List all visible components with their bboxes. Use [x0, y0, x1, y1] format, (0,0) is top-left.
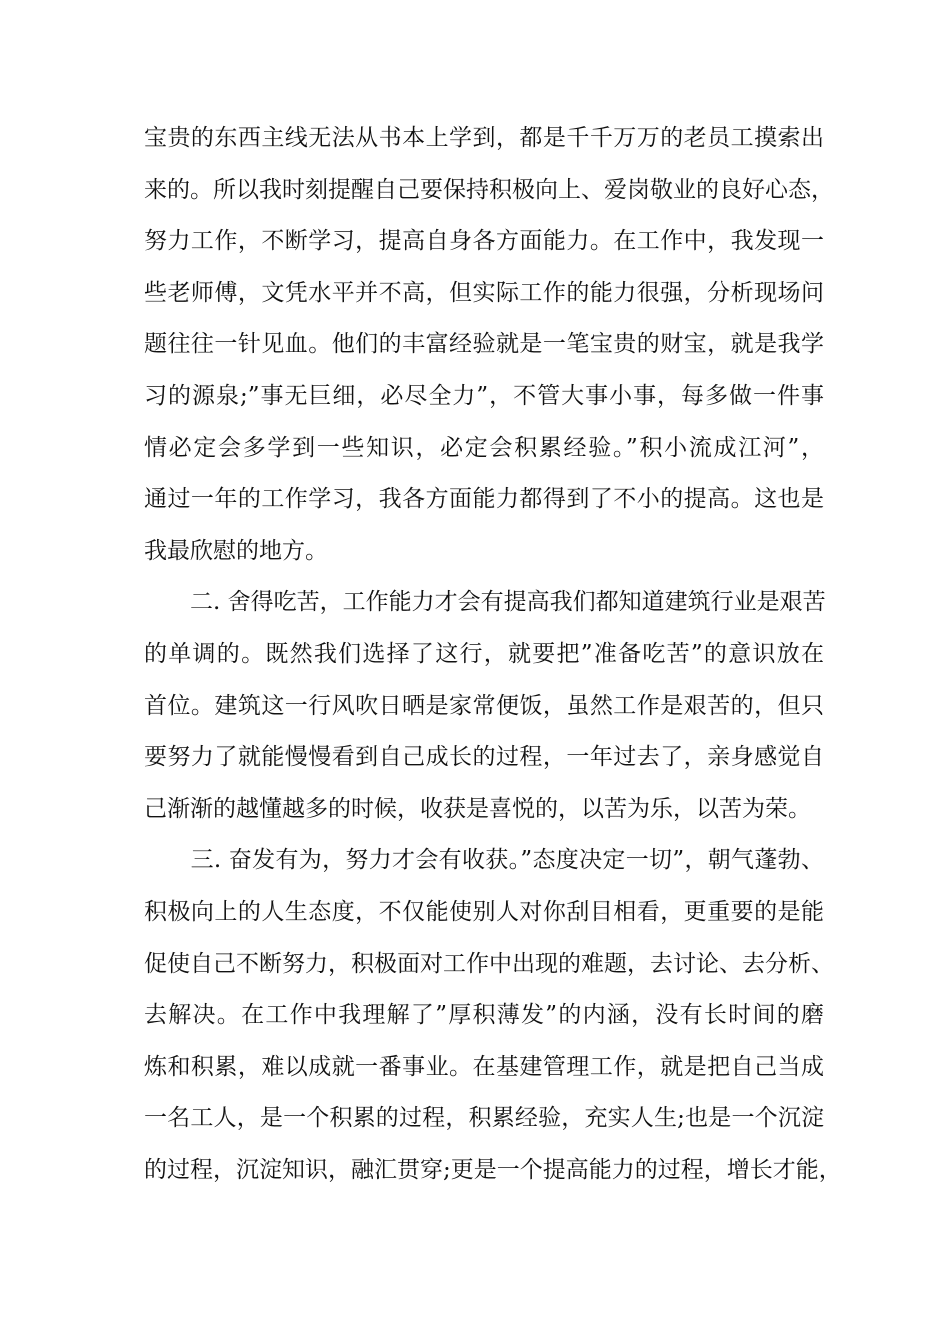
paragraph-heading-line: 二. 舍得吃苦，工作能力才会有提高我们都知道建筑行业是艰苦	[144, 589, 826, 616]
document-body	[144, 118, 842, 1201]
text-line: 习的源泉;”事无巨细，必尽全力”，不管大事小事，每多做一件事	[144, 382, 824, 409]
text-line: 积极向上的人生态度，不仅能使别人对你刮目相看，更重要的是能	[144, 898, 824, 925]
text-line: 的过程，沉淀知识，融汇贯穿;更是一个提高能力的过程，增长才能，	[144, 1156, 842, 1183]
text-line: 促使自己不断努力，积极面对工作中出现的难题，去讨论、去分析、	[144, 950, 834, 977]
text-line: 我最欣慰的地方。	[144, 537, 328, 564]
text-line: 来的。所以我时刻提醒自己要保持积极向上、爱岗敬业的良好心态，	[144, 176, 834, 203]
text-line: 通过一年的工作学习，我各方面能力都得到了不小的提高。这也是	[144, 486, 824, 513]
text-line: 要努力了就能慢慢看到自己成长的过程，一年过去了，亲身感觉自	[144, 744, 824, 771]
paragraph-heading-line: 三. 奋发有为，努力才会有收获。”态度决定一切”，朝气蓬勃、	[144, 847, 824, 874]
text-line: 情必定会多学到一些知识，必定会积累经验。”积小流成江河”，	[144, 434, 824, 461]
text-line: 首位。建筑这一行风吹日晒是家常便饭，虽然工作是艰苦的，但只	[144, 692, 824, 719]
text-line: 题往往一针见血。他们的丰富经验就是一笔宝贵的财宝，就是我学	[144, 331, 824, 358]
text-line: 炼和积累，难以成就一番事业。在基建管理工作，就是把自己当成	[144, 1053, 824, 1080]
text-line: 一名工人，是一个积累的过程，积累经验，充实人生;也是一个沉淀	[144, 1105, 824, 1132]
text-line: 努力工作，不断学习，提高自身各方面能力。在工作中，我发现一	[144, 228, 824, 255]
text-line: 去解决。在工作中我理解了”厚积薄发”的内涵，没有长时间的磨	[144, 1002, 824, 1029]
text-line: 的单调的。既然我们选择了这行，就要把”准备吃苦”的意识放在	[144, 640, 824, 667]
text-line: 宝贵的东西主线无法从书本上学到，都是千千万万的老员工摸索出	[144, 125, 824, 151]
text-line: 些老师傅，文凭水平并不高，但实际工作的能力很强，分析现场问	[144, 279, 824, 306]
text-line: 己渐渐的越懂越多的时候，收获是喜悦的，以苦为乐，以苦为荣。	[144, 795, 811, 822]
